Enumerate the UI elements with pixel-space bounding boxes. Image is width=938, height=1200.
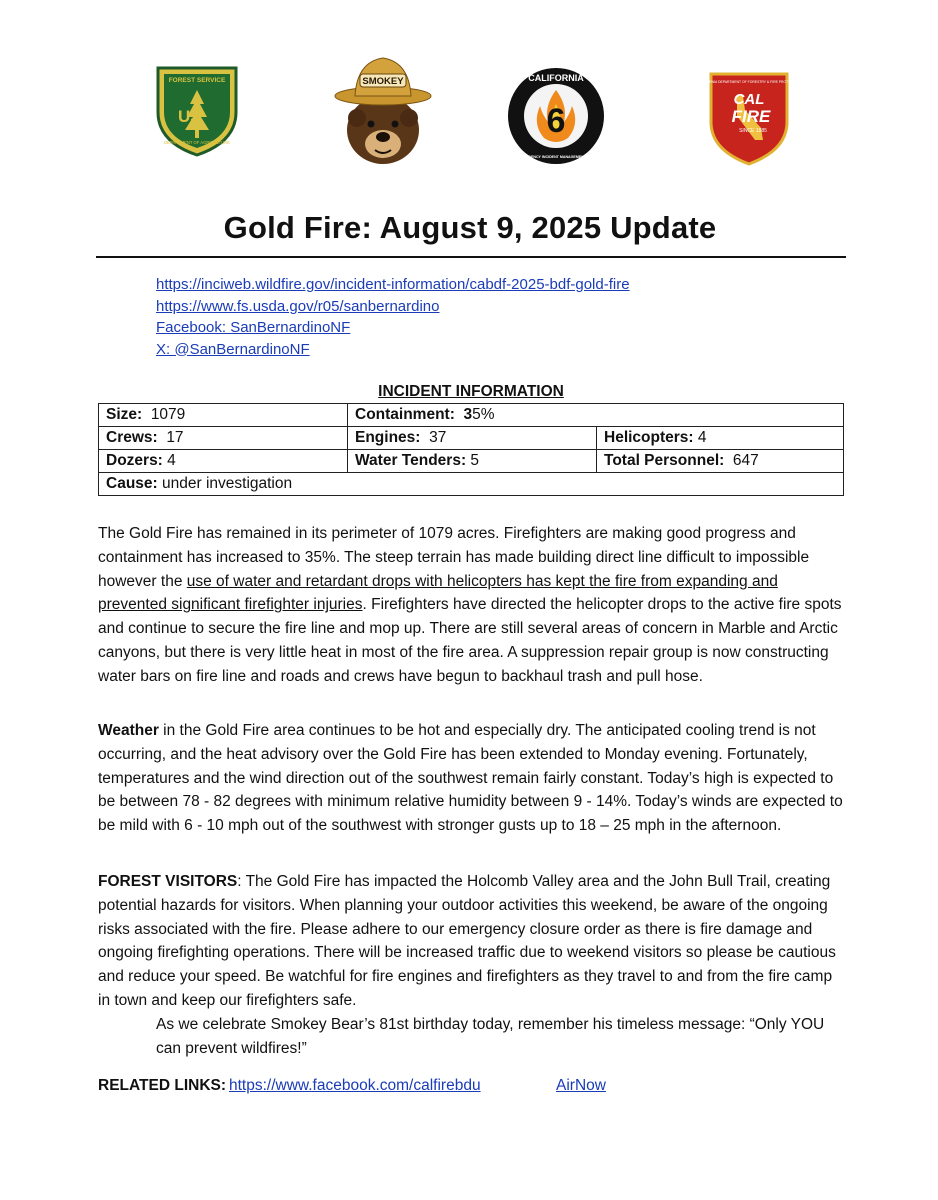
table-row — [99, 473, 844, 496]
smokey-bear-logo — [333, 52, 433, 167]
engines-label: Engines: — [355, 429, 421, 446]
imt-top-text: CALIFORNIA — [528, 73, 584, 83]
smokey-hat-text: SMOKEY — [362, 76, 404, 87]
imt-number: 6 — [546, 102, 566, 140]
crews-value: 17 — [166, 429, 184, 446]
helicopters-label: Helicopters: — [604, 429, 694, 446]
page-title: Gold Fire: August 9, 2025 Update — [223, 210, 717, 245]
table-row — [99, 427, 844, 450]
water-tenders-value: 5 — [470, 452, 480, 469]
cal-fire-logo — [696, 66, 802, 166]
inciweb-link[interactable]: https://inciweb.wildfire.gov/incident-information/cabdf-2025-bdf-gold-fire — [156, 276, 630, 293]
forest-visitors-paragraph — [98, 870, 844, 1060]
cause-label: Cause: — [106, 475, 158, 492]
visitors-lead: FOREST VISITORS — [98, 873, 238, 890]
water-tenders-cell — [348, 450, 597, 473]
calfire-top-text: CALIFORNIA DEPARTMENT OF FORESTRY & FIRE PROTECTION — [696, 80, 802, 84]
title-rule — [96, 256, 846, 258]
containment-value-rest: 5% — [472, 406, 495, 423]
engines-value: 37 — [429, 429, 447, 446]
weather-text: in the Gold Fire area continues to be hot and especially dry. The anticipated cooling trend is not occurring, and the heat advisory over the Gold Fire has been extended to Monday evening. Fortunately, temperatures and the wind direction out of the southwest remain fairly constant. Today’s high is expected to be between 78 - 82 degrees with minimum relative humidity between 9 - 14%. Today’s winds are expected to be mild with 6 - 10 mph out of the southwest with stronger gusts up to 18 – 25 mph in the afternoon. — [98, 722, 843, 835]
calfire-word-cal: CAL — [733, 91, 765, 108]
containment-value-bold: 3 — [463, 406, 473, 423]
table-row — [99, 404, 844, 427]
related-links-label: RELATED LINKS: — [98, 1077, 227, 1094]
california-imt-6-logo — [506, 66, 606, 166]
size-label: Size: — [106, 406, 143, 423]
facebook-link[interactable]: Facebook: SanBernardinoNF — [156, 319, 351, 336]
calfire-word-fire: FIRE — [731, 107, 771, 126]
logo-row — [0, 52, 938, 172]
dozers-label: Dozers: — [106, 452, 163, 469]
cause-cell — [99, 473, 844, 496]
fs-bottom-text: DEPARTMENT OF AGRICULTURE — [164, 140, 230, 145]
incident-heading: INCIDENT INFORMATION — [378, 383, 564, 400]
crews-label: Crews: — [106, 429, 158, 446]
personnel-value: 647 — [732, 452, 759, 469]
personnel-label: Total Personnel: — [604, 452, 725, 469]
airnow-link[interactable]: AirNow — [556, 1077, 606, 1094]
crews-cell — [99, 427, 348, 450]
dozers-value: 4 — [167, 452, 176, 469]
fs-usda-link[interactable]: https://www.fs.usda.gov/r05/sanbernardino — [156, 297, 440, 315]
helicopters-cell — [597, 427, 844, 450]
weather-lead: Weather — [98, 722, 159, 739]
helicopters-value: 4 — [697, 429, 707, 446]
dozers-cell — [99, 450, 348, 473]
fs-top-text: FOREST SERVICE — [168, 77, 226, 84]
imt-bottom-text: INTERAGENCY INCIDENT MANAGEMENT TEAM — [514, 155, 598, 159]
p1-text-before: The Gold Fire has remained in its perimeter of 1079 acres. Firefighters are making good progress and containment has increased to 35%. The steep terrain has made building direct line difficult to impossible however the — [98, 525, 810, 590]
containment-label: Containment: — [355, 406, 455, 423]
p1-underlined-text: use of water and retardant drops with helicopters has kept the fire from expanding and prevented significant firefighter injuries — [98, 572, 778, 614]
forest-service-logo — [152, 62, 242, 158]
p1-text-after: . Firefighters have directed the helicopter drops to the active fire spots and continue to secure the fire line and mop up. There are still several areas of concern in Marble and Arctic canyons, but there is very little heat in most of the fire area. A suppression repair group is now constructing water bars on fire line and roads and crews have begun to backhaul trash and pull hose. — [98, 596, 842, 685]
table-row — [99, 450, 844, 473]
x-link[interactable]: X: @SanBernardinoNF — [156, 340, 310, 358]
containment-cell — [348, 404, 844, 427]
incident-table — [98, 403, 844, 496]
smokey-birthday-text: As we celebrate Smokey Bear’s 81st birthday today, remember his timeless message: “Only YOU can prevent wildfires!” — [156, 1015, 825, 1057]
header-links — [156, 274, 630, 360]
water-tenders-label: Water Tenders: — [355, 452, 467, 469]
cause-value: under investigation — [162, 475, 293, 492]
engines-cell — [348, 427, 597, 450]
calfire-facebook-link[interactable]: https://www.facebook.com/calfirebdu — [229, 1077, 481, 1094]
fire-status-paragraph — [98, 522, 844, 689]
fs-letter-u: US — [178, 107, 202, 126]
visitors-text: : The Gold Fire has impacted the Holcomb Valley area and the John Bull Trail, creating potential hazards for visitors. When planning your outdoor activities this weekend, be aware of the ongoing risks associated with the fire. Please adhere to our emergency closure order as there is fire damage and ongoing firefighting operations. There will be increased traffic due to weekend visitors so please be cautious and reduce your speed. Be watchful for fire engines and firefighters as they travel to and from the fire camp in town and keep our firefighters safe. — [98, 873, 836, 1009]
weather-paragraph — [98, 719, 844, 838]
size-value: 1079 — [150, 406, 186, 423]
related-links — [98, 1077, 606, 1095]
calfire-since: SINCE 1885 — [739, 128, 767, 134]
size-cell — [99, 404, 348, 427]
personnel-cell — [597, 450, 844, 473]
